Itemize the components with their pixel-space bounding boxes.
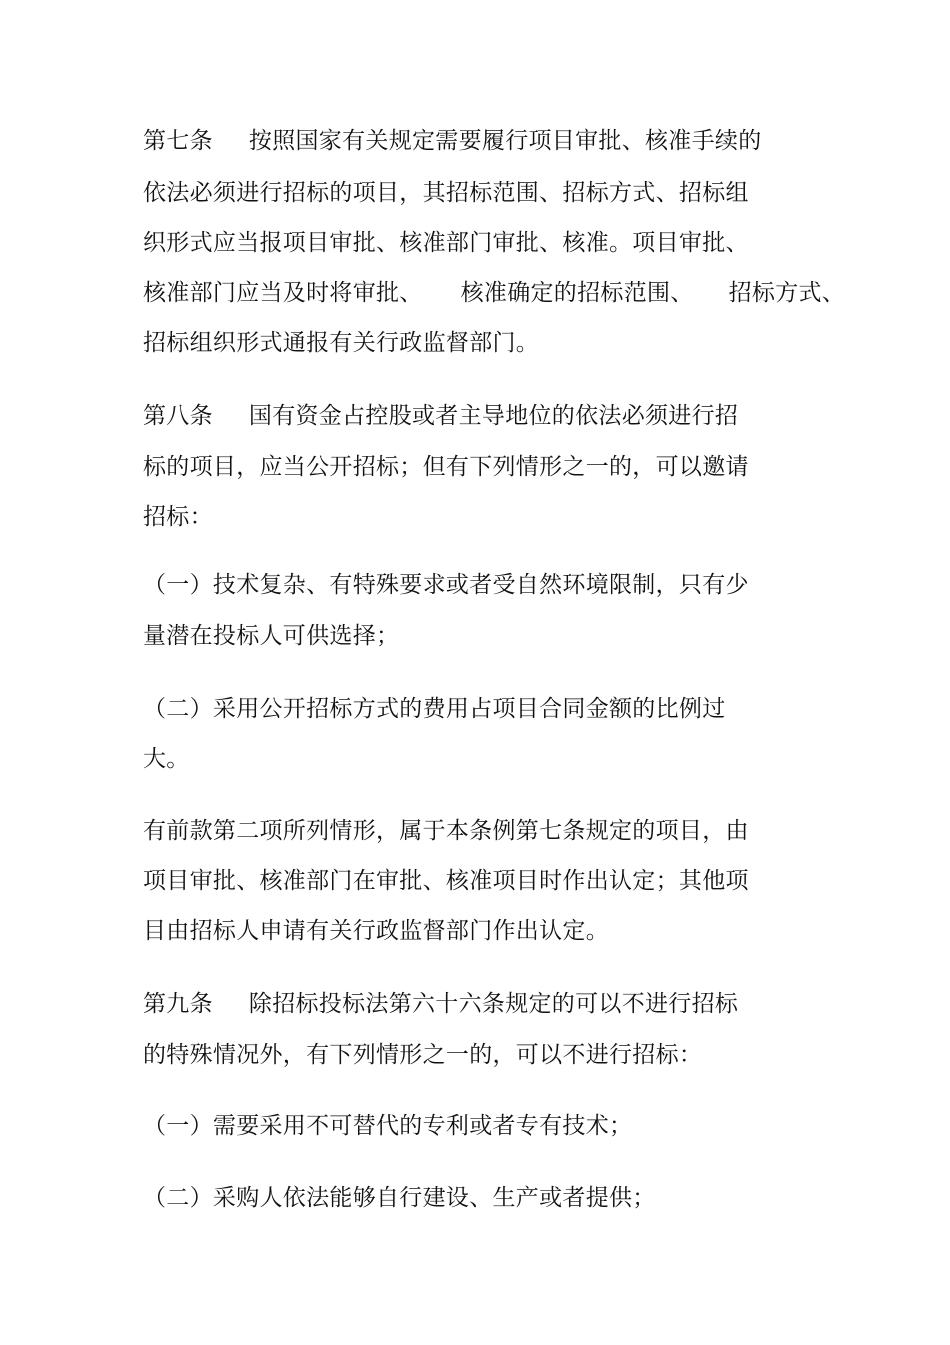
article8-line2: 标的项目，应当公开招标；但有下列情形之一的，可以邀请 — [143, 454, 749, 480]
article8-note-line3: 目由招标人申请有关行政监督部门作出认定。 — [143, 918, 609, 944]
article7-line2: 依法必须进行招标的项目，其招标范围、招标方式、招标组 — [143, 180, 749, 206]
article8-line1: 第八条 国有资金占控股或者主导地位的依法必须进行招 — [143, 403, 739, 429]
article7-line1: 第七条 按照国家有关规定需要履行项目审批、核准手续的 — [143, 128, 762, 154]
article8-item2-line1: （二）采用公开招标方式的费用占项目合同金额的比例过 — [143, 696, 726, 722]
article7-heading: 第七条 — [143, 128, 213, 154]
article7-line4: 核准部门应当及时将审批、 核准确定的招标范围、 招标方式、 — [143, 280, 846, 306]
article8-item1-line2: 量潜在投标人可供选择； — [143, 623, 400, 649]
article8-note-line1: 有前款第二项所列情形，属于本条例第七条规定的项目，由 — [143, 818, 749, 844]
article8-note-line2: 项目审批、核准部门在审批、核准项目时作出认定；其他项 — [143, 868, 749, 894]
article9-line2: 的特殊情况外，有下列情形之一的，可以不进行招标： — [143, 1042, 703, 1068]
article7-line3: 织形式应当报项目审批、核准部门审批、核准。项目审批、 — [143, 230, 749, 256]
article8-line3: 招标： — [143, 504, 213, 530]
article9-item2: （二）采购人依法能够自行建设、生产或者提供； — [143, 1185, 656, 1211]
article9-item1: （一）需要采用不可替代的专利或者专有技术； — [143, 1113, 633, 1139]
article7-line5: 招标组织形式通报有关行政监督部门。 — [143, 330, 540, 356]
article9-heading: 第九条 — [143, 991, 213, 1017]
article8-item1-line1: （一）技术复杂、有特殊要求或者受自然环境限制，只有少 — [143, 572, 749, 598]
article8-item2-line2: 大。 — [143, 746, 190, 772]
article9-line1: 第九条 除招标投标法第六十六条规定的可以不进行招标 — [143, 991, 739, 1017]
article8-heading: 第八条 — [143, 403, 213, 429]
